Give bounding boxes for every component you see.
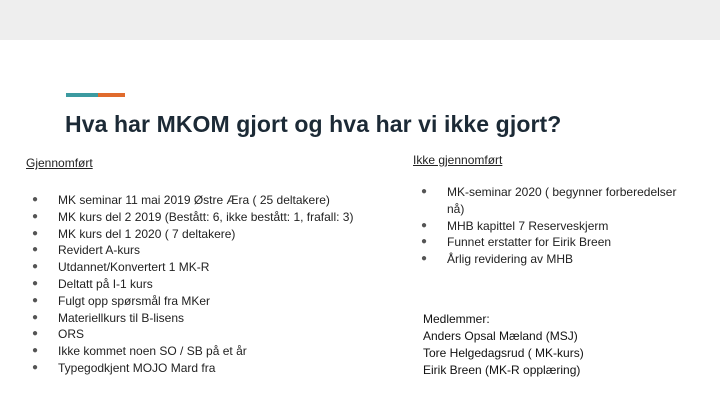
bullet-icon: ● xyxy=(421,219,428,231)
list-item: ● Revidert A-kurs xyxy=(32,243,141,258)
list-item: ● MK kurs del 2 2019 (Bestått: 6, ikke bestått: 1, frafall: 3) xyxy=(32,209,354,224)
done-list xyxy=(28,192,398,377)
list-item: ● MHB kapittel 7 Reserveskjerm xyxy=(421,218,609,233)
accent-bar-teal xyxy=(66,93,98,97)
bullet-icon: ● xyxy=(421,186,428,197)
bullet-icon: ● xyxy=(32,277,39,289)
member-name: Tore Helgedagsrud ( MK-kurs) xyxy=(423,346,584,360)
top-band xyxy=(0,0,720,40)
list-item: ● MK-seminar 2020 ( begynner forberedelser nå) xyxy=(421,185,677,216)
list-item: ● Årlig revidering av MHB xyxy=(421,252,574,267)
not-done-heading: Ikke gjennomført xyxy=(413,153,503,167)
list-item: ● Fulgt opp spørsmål fra MKer xyxy=(32,293,211,308)
list-item: ● Materiellkurs til B-lisens xyxy=(32,310,185,325)
list-item: ● Utdannet/Konvertert 1 MK-R xyxy=(32,260,210,275)
bullet-icon: ● xyxy=(32,345,39,357)
done-heading: Gjennomført xyxy=(26,156,93,170)
bullet-icon: ● xyxy=(32,294,39,306)
slide-title: Hva har MKOM gjort og hva har vi ikke gjort? xyxy=(65,111,562,137)
list-item: ● ORS xyxy=(32,327,85,342)
member-name: Eirik Breen (MK-R opplæring) xyxy=(423,363,581,377)
list-item: ● Ikke kommet noen SO / SB på et år xyxy=(32,344,247,359)
members-block xyxy=(423,311,584,379)
bullet-icon: ● xyxy=(32,261,39,273)
bullet-icon: ● xyxy=(32,210,39,222)
list-item: ● Funnet erstatter for Eirik Breen xyxy=(421,235,612,250)
bullet-icon: ● xyxy=(32,194,39,205)
bullet-icon: ● xyxy=(32,361,39,373)
list-item: ● Deltatt på I-1 kurs xyxy=(32,276,153,291)
member-name: Anders Opsal Mæland (MSJ) xyxy=(423,329,578,343)
list-item: ● MK kurs del 1 2020 ( 7 deltakere) xyxy=(32,226,236,241)
bullet-icon: ● xyxy=(32,311,39,323)
list-item: ● Typegodkjent MOJO Mard fra xyxy=(32,360,216,375)
bullet-icon: ● xyxy=(421,253,428,265)
bullet-icon: ● xyxy=(421,236,428,248)
not-done-list xyxy=(417,184,677,268)
list-item: ● MK seminar 11 mai 2019 Østre Æra ( 25 deltakere) xyxy=(32,193,330,207)
bullet-icon: ● xyxy=(32,328,39,340)
accent-bar-orange xyxy=(98,93,125,97)
bullet-icon: ● xyxy=(32,244,39,256)
members-heading: Medlemmer: xyxy=(423,312,490,326)
bullet-icon: ● xyxy=(32,227,39,239)
